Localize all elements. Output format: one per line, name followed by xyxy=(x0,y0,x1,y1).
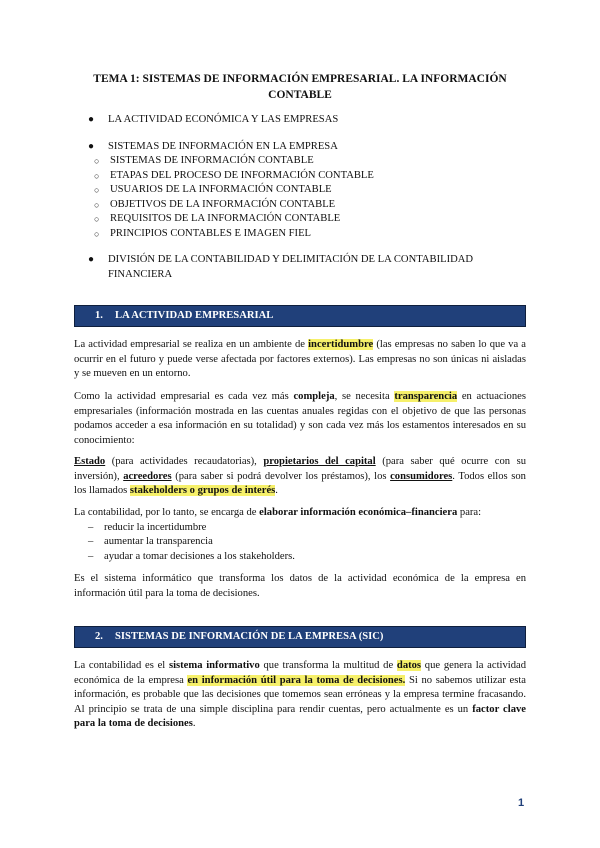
paragraph xyxy=(74,659,526,732)
toc-subitem-label: ETAPAS DEL PROCESO DE INFORMACIÓN CONTABLE xyxy=(110,169,374,181)
toc-item xyxy=(74,113,526,128)
toc-item-label: LA ACTIVIDAD ECONÓMICA Y LAS EMPRESAS xyxy=(108,114,339,125)
circle-bullet-icon: ○ xyxy=(94,185,100,195)
text: La actividad empresarial se realiza en un ambiente de xyxy=(74,339,309,350)
toc-subitem xyxy=(94,183,526,198)
section-title: LA ACTIVIDAD EMPRESARIAL xyxy=(115,310,274,321)
underlined-term: propietarios del capital xyxy=(263,456,376,467)
text: , se necesita xyxy=(334,391,395,402)
toc-subitem-label: OBJETIVOS DE LA INFORMACIÓN CONTABLE xyxy=(110,198,336,210)
text: Si no sabemos utilizar esta información, es probable que las decisiones que tomemos sean erróneas y la empresa termine fracasando. Al principio se trata de una simple disciplina para rendir cuentas, pero actualmente es un xyxy=(74,674,526,715)
circle-bullet-icon: ○ xyxy=(94,199,100,210)
page-title: TEMA 1: SISTEMAS DE INFORMACIÓN EMPRESARIAL. LA INFORMACIÓN CONTABLE xyxy=(93,73,507,101)
toc-subitem xyxy=(94,212,526,227)
text: Como la actividad empresarial es cada vez más xyxy=(74,391,294,402)
toc-subitem-label: PRINCIPIOS CONTABLES E IMAGEN FIEL xyxy=(110,227,312,239)
toc-subitem xyxy=(94,169,526,184)
paragraph xyxy=(74,390,526,448)
highlighted-term: incertidumbre xyxy=(308,339,374,350)
bold-term: sistema informativo xyxy=(168,660,260,671)
text: (para actividades recaudatorias), xyxy=(105,456,264,467)
circle-bullet-icon: ○ xyxy=(94,156,100,166)
table-of-contents xyxy=(74,113,526,282)
underlined-term: consumidores xyxy=(390,470,453,482)
underlined-term: acreedores xyxy=(123,470,172,482)
highlighted-term: transparencia xyxy=(394,391,458,402)
paragraph xyxy=(74,338,526,382)
bullet-icon: ● xyxy=(88,254,95,265)
circle-bullet-icon: ○ xyxy=(94,214,100,224)
bullet-icon: ● xyxy=(88,114,95,125)
section-heading-1 xyxy=(74,305,526,327)
text: en actuaciones empresariales (información mostrada en las cuentas anuales regidas con el objetivo de que las personas podamos acceder a esa información en su totalidad) y son cada vez más los estamentos interesados en su conocimiento: xyxy=(74,391,526,446)
dash-list xyxy=(74,521,526,565)
paragraph xyxy=(74,455,526,499)
highlighted-term: stakeholders o grupos de interés xyxy=(129,485,276,497)
text: que genera la actividad económica de la empresa xyxy=(74,660,526,686)
text: (para saber qué ocurre con su inversión), xyxy=(74,456,526,482)
highlighted-term: en información útil para la toma de decisiones. xyxy=(187,674,406,686)
toc-item-label: SISTEMAS DE INFORMACIÓN EN LA EMPRESA xyxy=(108,140,338,152)
section-heading-2 xyxy=(74,626,526,648)
toc-subitem xyxy=(94,227,526,242)
bold-term: elaborar información económica–financiera xyxy=(259,507,458,518)
text: que transforma la multitud de xyxy=(259,660,397,671)
toc-item xyxy=(74,140,526,155)
highlighted-term: datos xyxy=(396,660,422,671)
toc-subitem xyxy=(94,198,526,213)
paragraph xyxy=(74,506,526,564)
toc-item xyxy=(74,253,526,282)
toc-subitem-label: SISTEMAS DE INFORMACIÓN CONTABLE xyxy=(110,155,314,166)
text: La contabilidad, por lo tanto, se encarga de xyxy=(74,507,260,518)
section-title: SISTEMAS DE INFORMACIÓN DE LA EMPRESA (SIC) xyxy=(115,631,384,642)
toc-subitem-label: USUARIOS DE LA INFORMACIÓN CONTABLE xyxy=(110,184,332,195)
paragraph: Es el sistema informático que transforma los datos de la actividad económica de la empresa en información útil para la toma de decisiones. xyxy=(74,573,526,599)
bold-term: compleja xyxy=(293,391,335,402)
text: para: xyxy=(457,507,482,518)
text: . Todos ellos son los llamados xyxy=(74,470,526,497)
toc-subitem xyxy=(94,154,526,169)
text: (para saber si podrá devolver los préstamos), los xyxy=(171,470,391,482)
page-number: 1 xyxy=(518,797,525,809)
list-item: – ayudar a tomar decisiones a los stakeholders. xyxy=(74,550,526,565)
list-item: – aumentar la transparencia xyxy=(74,535,526,550)
section-number: 1. xyxy=(95,310,103,321)
list-item: – reducir la incertidumbre xyxy=(74,521,526,536)
bullet-icon: ● xyxy=(88,140,95,152)
toc-subitem-label: REQUISITOS DE LA INFORMACIÓN CONTABLE xyxy=(110,213,341,224)
text: La contabilidad es el xyxy=(74,660,169,671)
underlined-term: Estado xyxy=(74,456,106,467)
section-number: 2. xyxy=(95,631,103,642)
toc-item-label: DIVISIÓN DE LA CONTABILIDAD Y DELIMITACIÓN DE LA CONTABILIDAD FINANCIERA xyxy=(108,254,474,280)
toc-sublist xyxy=(74,154,526,241)
circle-bullet-icon: ○ xyxy=(94,170,100,181)
bold-term: factor clave para la toma de decisiones xyxy=(74,703,526,730)
circle-bullet-icon: ○ xyxy=(94,228,100,239)
text: (las empresas no saben lo que va a ocurrir en el futuro y puede verse afectada por factores externos). Las empresas no son únicas ni aisladas y se mueven en un entorno. xyxy=(74,339,526,380)
text: . xyxy=(192,718,196,730)
text: . xyxy=(275,485,278,497)
